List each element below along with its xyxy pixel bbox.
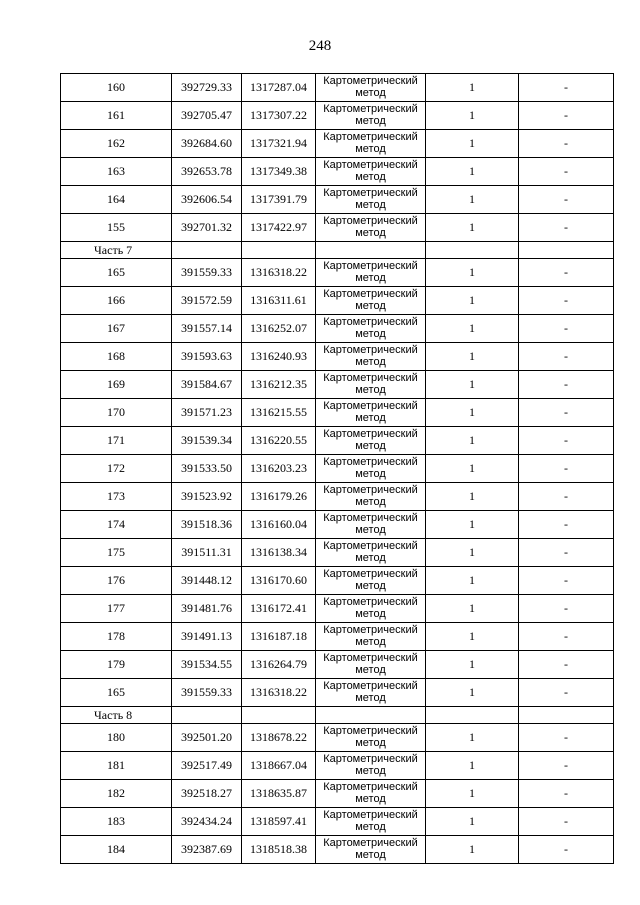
table-row (61, 74, 614, 102)
y-coordinate-cell: 1316170.60 (242, 567, 316, 595)
coordinates-table-body (61, 74, 614, 864)
note-cell: - (519, 259, 614, 287)
point-number-cell: 171 (61, 427, 172, 455)
note-cell: - (519, 724, 614, 752)
x-coordinate-cell: 391448.12 (172, 567, 242, 595)
note-cell: - (519, 74, 614, 102)
table-row (61, 511, 614, 539)
accuracy-cell: 1 (426, 287, 519, 315)
accuracy-cell: 1 (426, 511, 519, 539)
method-cell (316, 651, 426, 679)
method-text: Картометрический метод (323, 781, 418, 805)
y-coordinate-cell: 1318518.38 (242, 836, 316, 864)
note-cell: - (519, 511, 614, 539)
empty-cell (426, 242, 519, 259)
y-coordinate-cell: 1316240.93 (242, 343, 316, 371)
y-coordinate-cell: 1316215.55 (242, 399, 316, 427)
y-coordinate-cell: 1316311.61 (242, 287, 316, 315)
method-text: Картометрический метод (323, 837, 418, 861)
x-coordinate-cell: 391534.55 (172, 651, 242, 679)
point-number-cell: 167 (61, 315, 172, 343)
note-cell: - (519, 679, 614, 707)
accuracy-cell: 1 (426, 102, 519, 130)
y-coordinate-cell: 1316138.34 (242, 539, 316, 567)
x-coordinate-cell: 391572.59 (172, 287, 242, 315)
accuracy-cell: 1 (426, 623, 519, 651)
method-text: Картометрический метод (323, 344, 418, 368)
point-number-cell: 162 (61, 130, 172, 158)
method-text: Картометрический метод (323, 215, 418, 239)
accuracy-cell: 1 (426, 752, 519, 780)
accuracy-cell: 1 (426, 724, 519, 752)
method-cell (316, 130, 426, 158)
x-coordinate-cell: 392606.54 (172, 186, 242, 214)
x-coordinate-cell: 391559.33 (172, 259, 242, 287)
x-coordinate-cell: 391557.14 (172, 315, 242, 343)
y-coordinate-cell: 1316172.41 (242, 595, 316, 623)
method-cell (316, 259, 426, 287)
x-coordinate-cell: 392684.60 (172, 130, 242, 158)
table-row (61, 399, 614, 427)
point-number-cell: 173 (61, 483, 172, 511)
note-cell: - (519, 623, 614, 651)
method-text: Картометрический метод (323, 568, 418, 592)
point-number-cell: 183 (61, 808, 172, 836)
y-coordinate-cell: 1317349.38 (242, 158, 316, 186)
note-cell: - (519, 186, 614, 214)
x-coordinate-cell: 392387.69 (172, 836, 242, 864)
method-cell (316, 399, 426, 427)
empty-cell (519, 242, 614, 259)
point-number-cell: 163 (61, 158, 172, 186)
table-row (61, 130, 614, 158)
method-text: Картометрический метод (323, 103, 418, 127)
method-text: Картометрический метод (323, 260, 418, 284)
x-coordinate-cell: 391481.76 (172, 595, 242, 623)
method-cell (316, 808, 426, 836)
method-cell (316, 74, 426, 102)
table-row (61, 539, 614, 567)
table-row (61, 158, 614, 186)
x-coordinate-cell: 391511.31 (172, 539, 242, 567)
note-cell: - (519, 343, 614, 371)
method-cell (316, 371, 426, 399)
x-coordinate-cell: 392705.47 (172, 102, 242, 130)
method-text: Картометрический метод (323, 288, 418, 312)
x-coordinate-cell: 391593.63 (172, 343, 242, 371)
empty-cell (242, 707, 316, 724)
y-coordinate-cell: 1316318.22 (242, 679, 316, 707)
accuracy-cell: 1 (426, 780, 519, 808)
part-label: Часть 7 (61, 242, 172, 259)
table-row (61, 259, 614, 287)
method-text: Картометрический метод (323, 187, 418, 211)
part-header-row (61, 707, 614, 724)
table-row (61, 752, 614, 780)
method-cell (316, 595, 426, 623)
method-text: Картометрический метод (323, 596, 418, 620)
method-text: Картометрический метод (323, 75, 418, 99)
point-number-cell: 165 (61, 679, 172, 707)
note-cell: - (519, 158, 614, 186)
empty-cell (316, 242, 426, 259)
method-cell (316, 343, 426, 371)
table-row (61, 724, 614, 752)
accuracy-cell: 1 (426, 315, 519, 343)
method-cell (316, 567, 426, 595)
accuracy-cell: 1 (426, 427, 519, 455)
x-coordinate-cell: 391491.13 (172, 623, 242, 651)
accuracy-cell: 1 (426, 214, 519, 242)
y-coordinate-cell: 1316318.22 (242, 259, 316, 287)
method-cell (316, 427, 426, 455)
y-coordinate-cell: 1316203.23 (242, 455, 316, 483)
y-coordinate-cell: 1316252.07 (242, 315, 316, 343)
note-cell: - (519, 836, 614, 864)
method-cell (316, 679, 426, 707)
x-coordinate-cell: 392729.33 (172, 74, 242, 102)
x-coordinate-cell: 391571.23 (172, 399, 242, 427)
method-text: Картометрический метод (323, 753, 418, 777)
y-coordinate-cell: 1317307.22 (242, 102, 316, 130)
point-number-cell: 181 (61, 752, 172, 780)
method-cell (316, 102, 426, 130)
point-number-cell: 182 (61, 780, 172, 808)
page-number: 248 (308, 38, 332, 54)
note-cell: - (519, 780, 614, 808)
point-number-cell: 184 (61, 836, 172, 864)
y-coordinate-cell: 1317422.97 (242, 214, 316, 242)
table-row (61, 371, 614, 399)
method-cell (316, 752, 426, 780)
point-number-cell: 172 (61, 455, 172, 483)
point-number-cell: 155 (61, 214, 172, 242)
accuracy-cell: 1 (426, 158, 519, 186)
y-coordinate-cell: 1316179.26 (242, 483, 316, 511)
x-coordinate-cell: 392653.78 (172, 158, 242, 186)
x-coordinate-cell: 391539.34 (172, 427, 242, 455)
method-cell (316, 455, 426, 483)
accuracy-cell: 1 (426, 679, 519, 707)
x-coordinate-cell: 391523.92 (172, 483, 242, 511)
note-cell: - (519, 595, 614, 623)
method-text: Картометрический метод (323, 652, 418, 676)
y-coordinate-cell: 1318597.41 (242, 808, 316, 836)
y-coordinate-cell: 1316220.55 (242, 427, 316, 455)
method-text: Картометрический метод (323, 624, 418, 648)
note-cell: - (519, 539, 614, 567)
x-coordinate-cell: 391584.67 (172, 371, 242, 399)
table-row (61, 567, 614, 595)
note-cell: - (519, 427, 614, 455)
table-row (61, 186, 614, 214)
point-number-cell: 161 (61, 102, 172, 130)
note-cell: - (519, 808, 614, 836)
method-cell (316, 780, 426, 808)
table-row (61, 623, 614, 651)
note-cell: - (519, 567, 614, 595)
accuracy-cell: 1 (426, 130, 519, 158)
table-row (61, 836, 614, 864)
method-cell (316, 315, 426, 343)
table-row (61, 808, 614, 836)
point-number-cell: 175 (61, 539, 172, 567)
table-row (61, 315, 614, 343)
empty-cell (316, 707, 426, 724)
x-coordinate-cell: 391518.36 (172, 511, 242, 539)
point-number-cell: 160 (61, 74, 172, 102)
method-cell (316, 186, 426, 214)
coordinates-table (60, 73, 614, 864)
accuracy-cell: 1 (426, 371, 519, 399)
table-row (61, 343, 614, 371)
table-row (61, 780, 614, 808)
y-coordinate-cell: 1316212.35 (242, 371, 316, 399)
method-text: Картометрический метод (323, 159, 418, 183)
accuracy-cell: 1 (426, 539, 519, 567)
note-cell: - (519, 455, 614, 483)
method-text: Картометрический метод (323, 809, 418, 833)
accuracy-cell: 1 (426, 343, 519, 371)
accuracy-cell: 1 (426, 595, 519, 623)
point-number-cell: 168 (61, 343, 172, 371)
accuracy-cell: 1 (426, 567, 519, 595)
point-number-cell: 177 (61, 595, 172, 623)
empty-cell (426, 707, 519, 724)
method-text: Картометрический метод (323, 540, 418, 564)
empty-cell (519, 707, 614, 724)
empty-cell (172, 707, 242, 724)
method-text: Картометрический метод (323, 484, 418, 508)
accuracy-cell: 1 (426, 836, 519, 864)
y-coordinate-cell: 1316264.79 (242, 651, 316, 679)
x-coordinate-cell: 392434.24 (172, 808, 242, 836)
table-row (61, 427, 614, 455)
point-number-cell: 179 (61, 651, 172, 679)
note-cell: - (519, 102, 614, 130)
table-row (61, 679, 614, 707)
note-cell: - (519, 214, 614, 242)
accuracy-cell: 1 (426, 259, 519, 287)
y-coordinate-cell: 1318635.87 (242, 780, 316, 808)
method-text: Картометрический метод (323, 456, 418, 480)
x-coordinate-cell: 391559.33 (172, 679, 242, 707)
accuracy-cell: 1 (426, 186, 519, 214)
table-row (61, 102, 614, 130)
point-number-cell: 166 (61, 287, 172, 315)
accuracy-cell: 1 (426, 483, 519, 511)
table-row (61, 455, 614, 483)
method-text: Картометрический метод (323, 512, 418, 536)
table-row (61, 483, 614, 511)
table-row (61, 287, 614, 315)
y-coordinate-cell: 1316160.04 (242, 511, 316, 539)
point-number-cell: 178 (61, 623, 172, 651)
method-text: Картометрический метод (323, 428, 418, 452)
method-cell (316, 836, 426, 864)
accuracy-cell: 1 (426, 399, 519, 427)
y-coordinate-cell: 1317391.79 (242, 186, 316, 214)
method-text: Картометрический метод (323, 725, 418, 749)
method-cell (316, 287, 426, 315)
y-coordinate-cell: 1317321.94 (242, 130, 316, 158)
point-number-cell: 164 (61, 186, 172, 214)
method-cell (316, 511, 426, 539)
y-coordinate-cell: 1318678.22 (242, 724, 316, 752)
empty-cell (242, 242, 316, 259)
x-coordinate-cell: 392701.32 (172, 214, 242, 242)
accuracy-cell: 1 (426, 74, 519, 102)
point-number-cell: 169 (61, 371, 172, 399)
method-cell (316, 539, 426, 567)
x-coordinate-cell: 391533.50 (172, 455, 242, 483)
note-cell: - (519, 315, 614, 343)
note-cell: - (519, 399, 614, 427)
note-cell: - (519, 651, 614, 679)
x-coordinate-cell: 392501.20 (172, 724, 242, 752)
accuracy-cell: 1 (426, 455, 519, 483)
accuracy-cell: 1 (426, 651, 519, 679)
method-cell (316, 623, 426, 651)
point-number-cell: 174 (61, 511, 172, 539)
method-text: Картометрический метод (323, 316, 418, 340)
note-cell: - (519, 371, 614, 399)
note-cell: - (519, 483, 614, 511)
note-cell: - (519, 130, 614, 158)
empty-cell (172, 242, 242, 259)
method-cell (316, 214, 426, 242)
y-coordinate-cell: 1316187.18 (242, 623, 316, 651)
table-row (61, 214, 614, 242)
method-text: Картометрический метод (323, 131, 418, 155)
method-cell (316, 483, 426, 511)
table-row (61, 595, 614, 623)
x-coordinate-cell: 392518.27 (172, 780, 242, 808)
method-cell (316, 724, 426, 752)
part-header-row (61, 242, 614, 259)
note-cell: - (519, 287, 614, 315)
note-cell: - (519, 752, 614, 780)
part-label: Часть 8 (61, 707, 172, 724)
point-number-cell: 170 (61, 399, 172, 427)
method-cell (316, 158, 426, 186)
point-number-cell: 176 (61, 567, 172, 595)
y-coordinate-cell: 1317287.04 (242, 74, 316, 102)
y-coordinate-cell: 1318667.04 (242, 752, 316, 780)
point-number-cell: 180 (61, 724, 172, 752)
point-number-cell: 165 (61, 259, 172, 287)
method-text: Картометрический метод (323, 372, 418, 396)
method-text: Картометрический метод (323, 680, 418, 704)
accuracy-cell: 1 (426, 808, 519, 836)
x-coordinate-cell: 392517.49 (172, 752, 242, 780)
table-row (61, 651, 614, 679)
method-text: Картометрический метод (323, 400, 418, 424)
